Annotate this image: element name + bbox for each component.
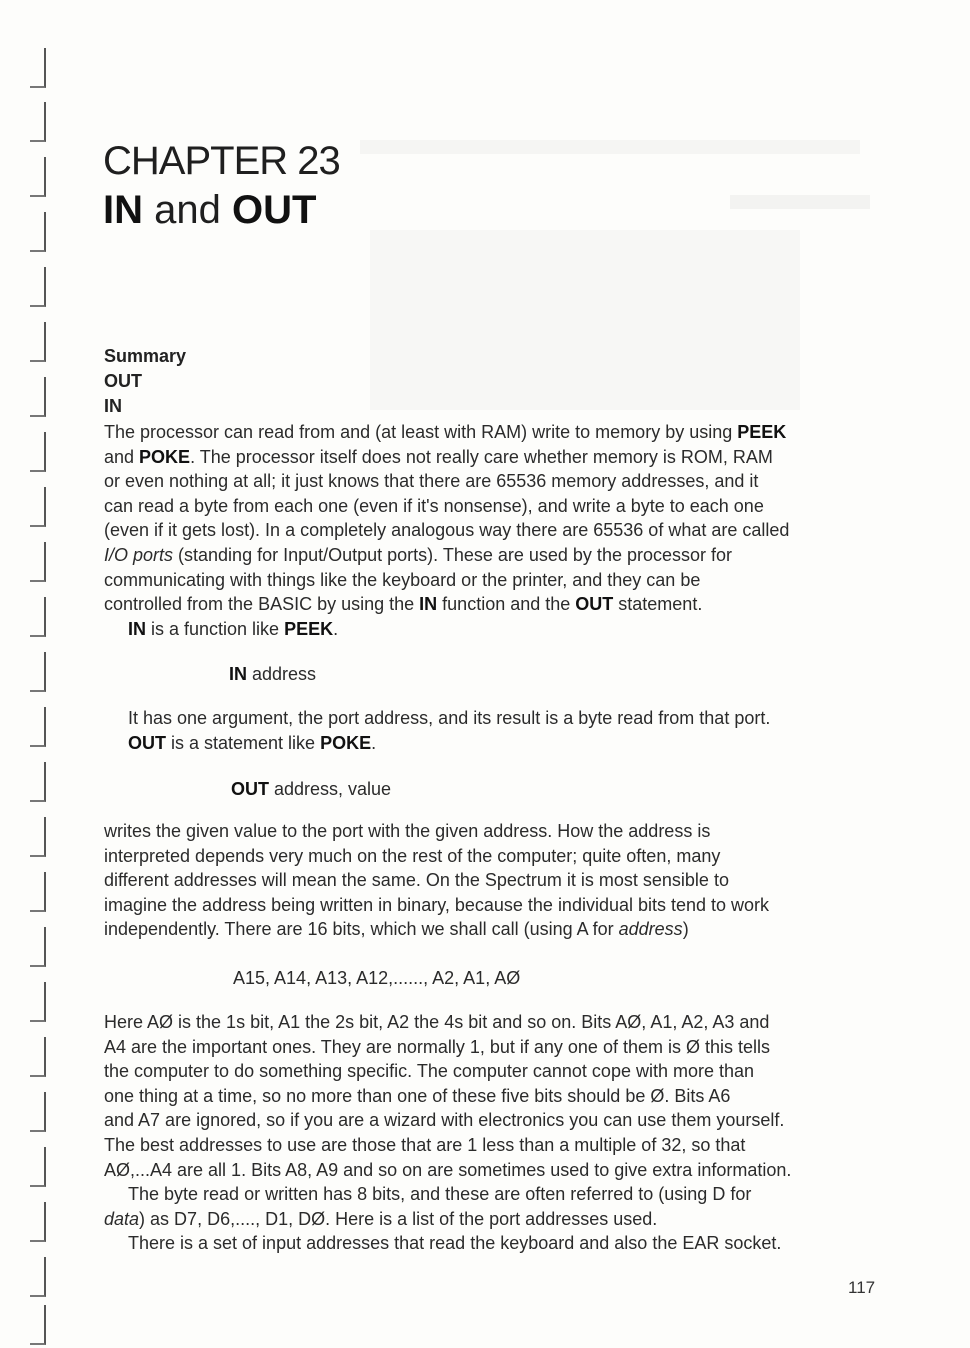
keyword-in: IN — [128, 618, 146, 639]
text-span: statement. — [613, 594, 703, 615]
text-span: function and the — [437, 594, 576, 615]
paragraph-bits — [104, 1010, 874, 1256]
text-span: controlled from the BASIC by using the — [104, 594, 420, 615]
term-address: address — [618, 919, 683, 940]
text-span: . — [333, 618, 339, 639]
page-number: 117 — [848, 1278, 876, 1297]
text-line: the computer to do something specific. The computer cannot cope with more than — [104, 1061, 755, 1082]
chapter-title-in: IN — [103, 188, 143, 232]
paragraph-argument — [104, 706, 874, 755]
keyword-out: OUT — [575, 594, 614, 615]
syntax-in — [229, 662, 316, 686]
summary-item-in: IN — [104, 396, 122, 416]
text-line: imagine the address being written in binary, because the individual bits tend to work — [104, 894, 770, 915]
text-line: A4 are the important ones. They are normally 1, but if any one of them is Ø this tells — [104, 1036, 770, 1057]
text-line: can read a byte from each one (even if it's nonsense), and write a byte to each one — [104, 495, 764, 516]
paragraph-address — [104, 819, 874, 942]
text-line: There is a set of input addresses that read the keyboard and also the EAR socket. — [128, 1233, 782, 1254]
text-line: AØ,...A4 are all 1. Bits A8, A9 and so on are sometimes used to give extra information. — [104, 1159, 792, 1180]
text-line: The best addresses to use are those that are 1 less than a multiple of 32, so that — [104, 1134, 746, 1155]
syntax-out — [231, 777, 391, 801]
address-bits-line: A15, A14, A13, A12,......, A2, A1, AØ — [233, 968, 521, 988]
summary-item-out: OUT — [104, 371, 142, 391]
text-span: . — [371, 732, 377, 753]
keyword-peek: PEEK — [737, 422, 787, 442]
summary-block — [104, 344, 186, 419]
keyword-peek: PEEK — [284, 618, 334, 639]
keyword-in: IN — [419, 594, 438, 615]
paragraph-in-function — [104, 617, 874, 642]
keyword-poke: POKE — [139, 446, 191, 467]
keyword-in: IN — [229, 664, 247, 684]
chapter-title-and: and — [154, 188, 221, 232]
text-span: (standing for Input/Output ports). These are used by the processor for — [173, 544, 732, 565]
keyword-poke: POKE — [320, 732, 372, 753]
term-data: data — [104, 1208, 140, 1229]
text-line: writes the given value to the port with the given address. How the address is — [104, 821, 711, 841]
summary-heading: Summary — [104, 346, 187, 366]
keyword-out: OUT — [231, 779, 269, 799]
text-line: communicating with things like the keyboard or the printer, and they can be — [104, 569, 701, 590]
spiral-binding — [20, 40, 50, 1330]
text-line: It has one argument, the port address, and its result is a byte read from that port. — [128, 708, 771, 728]
chapter-number: CHAPTER 23 — [103, 139, 340, 183]
text-span: The processor can read from and (at least with RAM) write to memory by using — [104, 422, 738, 442]
text-span: ) as D7, D6,...., D1, DØ. Here is a list of the port addresses used. — [139, 1208, 658, 1229]
keyword-out: OUT — [128, 732, 166, 753]
text-line: Here AØ is the 1s bit, A1 the 2s bit, A2 the 4s bit and so on. Bits AØ, A1, A2, A3 and — [104, 1012, 770, 1032]
text-span: is a function like — [146, 618, 285, 639]
chapter-title — [103, 188, 316, 232]
text-span: independently. There are 16 bits, which we shall call (using A for — [104, 919, 619, 940]
text-span: address — [247, 664, 317, 684]
text-span: and — [104, 446, 140, 467]
paragraph-intro — [104, 420, 874, 641]
text-line: one thing at a time, so no more than one of these five bits should be Ø. Bits A6 — [104, 1085, 731, 1106]
text-line: or even nothing at all; it just knows that there are 65536 memory addresses, and it — [104, 471, 759, 492]
term-io-ports: I/O ports — [104, 544, 174, 565]
text-line: different addresses will mean the same. On the Spectrum it is most sensible to — [104, 870, 729, 891]
chapter-title-out: OUT — [232, 188, 317, 232]
text-line: and A7 are ignored, so if you are a wizard with electronics you can use them yourself. — [104, 1110, 785, 1131]
text-line: (even if it gets lost). In a completely analogous way there are 65536 of what are called — [104, 520, 790, 541]
text-line: The byte read or written has 8 bits, and these are often referred to (using D for — [128, 1184, 752, 1205]
text-span: . The processor itself does not really care whether memory is ROM, RAM — [190, 446, 773, 467]
text-span: ) — [682, 919, 689, 940]
text-line: interpreted depends very much on the rest of the computer; quite often, many — [104, 845, 721, 866]
text-span: is a statement like — [166, 732, 321, 753]
text-span: address, value — [269, 779, 392, 799]
